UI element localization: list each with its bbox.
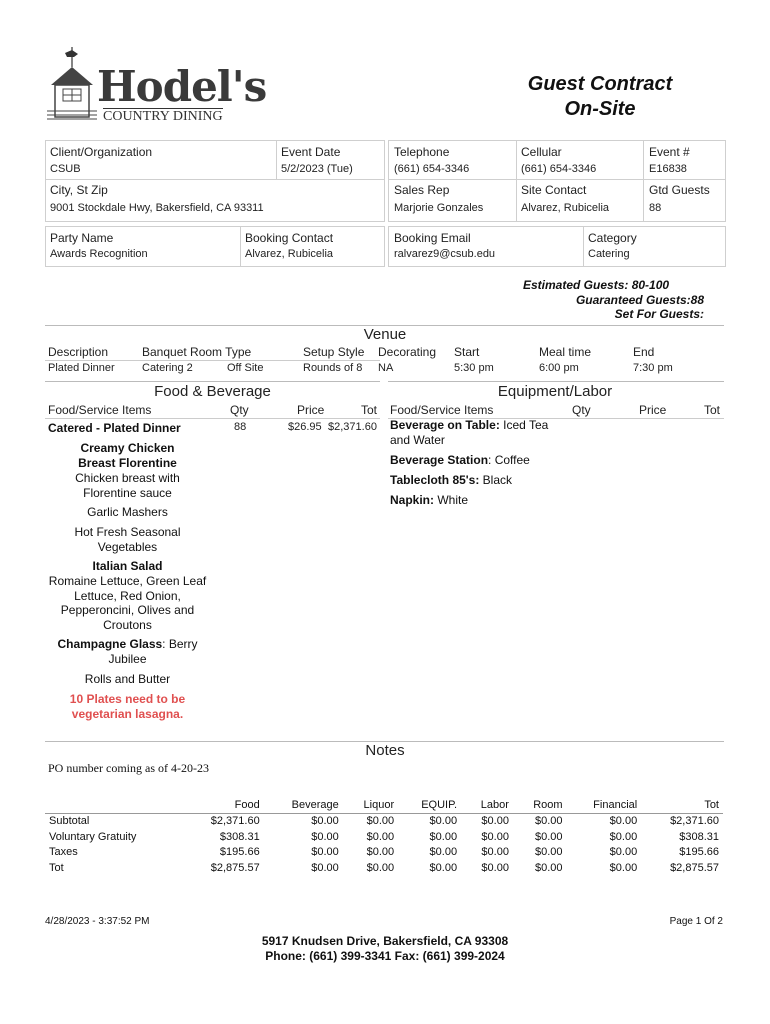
food-header-tot: Tot [361, 403, 378, 417]
equipment-item-name: Beverage Station [390, 453, 489, 467]
equipment-item-value: Iced Tea and Water [390, 418, 549, 447]
totals-cell: Taxes [49, 846, 78, 859]
venue-header-start: Start [454, 345, 480, 359]
venue-decorating: NA [378, 362, 394, 374]
category-value: Catering [588, 248, 630, 260]
venue-description: Plated Dinner [48, 362, 115, 374]
totals-cell: $308.31 [679, 830, 719, 843]
barn-icon [45, 45, 101, 125]
totals-row [45, 813, 723, 829]
vegetarian-note: 10 Plates need to be vegetarian lasagna. [69, 692, 186, 721]
guest-counts [450, 278, 704, 322]
garlic-mashers: Garlic Mashers [87, 505, 168, 519]
totals-row [45, 860, 723, 876]
totals-header: Food [182, 797, 264, 813]
telephone-value: (661) 654-3346 [394, 163, 470, 175]
rolls-butter: Rolls and Butter [84, 672, 171, 686]
totals-cell: $0.00 [429, 815, 458, 828]
city-label: City, St Zip [50, 183, 108, 197]
salad-desc: Romaine Lettuce, Green Leaf Lettuce, Red Onion, Pepperoncini, Olives and Croutons [48, 574, 207, 632]
totals-cell: $0.00 [366, 846, 395, 859]
equipment-item-name: Tablecloth 85's: [390, 473, 480, 487]
estimated-guests: Estimated Guests: 80-100 [523, 278, 670, 292]
totals-cell: $2,371.60 [670, 815, 719, 828]
venue-setup: Rounds of 8 [303, 362, 363, 374]
totals-header: Financial [567, 797, 642, 813]
site-contact-value: Alvarez, Rubicelia [521, 202, 610, 214]
equipment-item [390, 453, 530, 468]
totals-cell: $0.00 [609, 830, 638, 843]
totals-cell: $0.00 [481, 815, 509, 828]
sales-rep-label: Sales Rep [394, 183, 450, 197]
food-main-price: $26.95 [288, 421, 322, 433]
totals-cell: $2,371.60 [210, 815, 260, 828]
equipment-title: Equipment/Labor [497, 383, 613, 400]
totals-cell: $0.00 [481, 846, 509, 859]
totals-header: Labor [461, 797, 513, 813]
party-box-left [45, 226, 385, 267]
totals-cell: Subtotal [49, 815, 90, 828]
equipment-item [390, 473, 512, 488]
equipment-item-value: Black [479, 473, 513, 487]
totals-header [45, 797, 182, 813]
logo [45, 45, 267, 130]
brand-name: Hodel's [97, 62, 267, 111]
cellular-value: (661) 654-3346 [521, 163, 597, 175]
totals-cell: $0.00 [311, 830, 339, 843]
totals-cell: $0.00 [609, 846, 638, 859]
equipment-item-name: Beverage on Table: [390, 418, 500, 432]
footer-timestamp: 4/28/2023 - 3:37:52 PM [45, 916, 150, 927]
info-box-right [388, 140, 726, 222]
totals-cell: $0.00 [311, 846, 339, 859]
venue-header-setup: Setup Style [303, 345, 365, 359]
totals-cell: $2,875.57 [210, 861, 260, 874]
totals-row [45, 845, 723, 861]
food-header-qty: Qty [230, 403, 249, 417]
totals-cell: $308.31 [219, 830, 260, 843]
doc-title-line2: On-Site [564, 98, 636, 120]
totals-cell: $0.00 [481, 830, 509, 843]
totals-cell: $0.00 [429, 846, 458, 859]
totals-cell: $0.00 [366, 815, 395, 828]
totals-cell: $0.00 [535, 861, 563, 874]
totals-cell: $0.00 [366, 861, 395, 874]
venue-header-banquet: Banquet Room Type [142, 345, 252, 359]
totals-cell: $0.00 [535, 830, 563, 843]
info-box-left [45, 140, 385, 222]
food-main-item: Catered - Plated Dinner [48, 421, 181, 435]
venue-end: 7:30 pm [633, 362, 673, 374]
equipment-header-qty: Qty [572, 403, 591, 417]
totals-header-row [45, 797, 723, 813]
totals-cell: Tot [49, 861, 64, 874]
booking-email-label: Booking Email [394, 231, 471, 245]
food-header-price: Price [297, 403, 325, 417]
event-date-value: 5/2/2023 (Tue) [281, 163, 353, 175]
salad-title: Italian Salad [92, 559, 163, 573]
equipment-item [390, 493, 468, 508]
notes-text: PO number coming as of 4-20-23 [48, 761, 209, 775]
venue-header-decorating: Decorating [378, 345, 437, 359]
equipment-item-name: Napkin: [390, 493, 435, 507]
venue-header-meal: Meal time [539, 345, 592, 359]
totals-cell: $0.00 [366, 830, 395, 843]
totals-cell: $0.00 [535, 815, 563, 828]
food-header-items: Food/Service Items [48, 403, 152, 417]
venue-header-end: End [633, 345, 655, 359]
totals-cell: $195.66 [679, 846, 719, 859]
booking-contact-label: Booking Contact [245, 231, 334, 245]
brand-tagline: COUNTRY DINING [103, 109, 223, 124]
totals-row [45, 829, 723, 845]
equipment-item-value: White [434, 493, 469, 507]
doc-title-line1: Guest Contract [527, 73, 673, 95]
totals-cell: $0.00 [609, 815, 638, 828]
event-number-value: E16838 [649, 163, 687, 175]
venue-banquet: Catering 2 [142, 362, 193, 374]
totals-cell: Voluntary Gratuity [49, 830, 137, 843]
booking-contact-value: Alvarez, Rubicelia [245, 248, 334, 260]
equipment-header-price: Price [639, 403, 667, 417]
client-value: CSUB [50, 163, 81, 175]
totals-header: Liquor [343, 797, 398, 813]
equipment-header-items: Food/Service Items [390, 403, 494, 417]
footer-address: 5917 Knudsen Drive, Bakersfield, CA 93308 [261, 934, 509, 948]
totals-cell: $2,875.57 [670, 861, 719, 874]
champagne-desc: : Berry Jubilee [108, 637, 198, 666]
venue-meal: 6:00 pm [539, 362, 579, 374]
gtd-guests-label: Gtd Guests [649, 183, 710, 197]
totals-cell: $0.00 [535, 846, 563, 859]
seasonal-vegetables: Hot Fresh Seasonal Vegetables [74, 525, 181, 554]
site-contact-label: Site Contact [521, 183, 587, 197]
chicken-title: Creamy Chicken Breast Florentine [78, 441, 177, 470]
footer-phone: Phone: (661) 399-3341 Fax: (661) 399-2024 [265, 949, 505, 963]
party-value: Awards Recognition [50, 248, 148, 260]
event-date-label: Event Date [281, 145, 341, 159]
champagne-glass [35, 637, 220, 666]
guaranteed-guests: Guaranteed Guests:88 [575, 292, 704, 307]
totals-cell: $0.00 [311, 861, 339, 874]
category-label: Category [588, 231, 637, 245]
equipment-item-value: : Coffee [488, 453, 530, 467]
totals-cell: $195.66 [219, 846, 260, 859]
totals-cell: $0.00 [429, 830, 458, 843]
event-number-label: Event # [649, 145, 690, 159]
totals-cell: $0.00 [609, 861, 638, 874]
food-main-tot: $2,371.60 [328, 421, 377, 433]
client-label: Client/Organization [50, 145, 153, 159]
chicken-desc: Chicken breast with Florentine sauce [75, 471, 180, 500]
notes-title: Notes [365, 742, 405, 759]
totals-header: Beverage [264, 797, 343, 813]
city-value: 9001 Stockdale Hwy, Bakersfield, CA 93311 [50, 202, 264, 214]
venue-start: 5:30 pm [454, 362, 494, 374]
cellular-label: Cellular [521, 145, 562, 159]
footer-page: Page 1 Of 2 [669, 916, 723, 927]
venue-room-type: Off Site [227, 362, 264, 374]
party-label: Party Name [50, 231, 114, 245]
totals-header: Room [513, 797, 567, 813]
totals-header: EQUIP. [398, 797, 461, 813]
doc-title [500, 72, 700, 122]
equipment-header-tot: Tot [704, 403, 721, 417]
equipment-item [390, 418, 550, 447]
totals-cell: $0.00 [429, 861, 458, 874]
totals-cell: $0.00 [481, 861, 509, 874]
totals-cell: $0.00 [311, 815, 339, 828]
food-title: Food & Beverage [154, 383, 271, 400]
venue-header-description: Description [48, 345, 109, 359]
venue-title: Venue [363, 326, 407, 343]
telephone-label: Telephone [394, 145, 450, 159]
sales-rep-value: Marjorie Gonzales [394, 202, 484, 214]
food-main-qty: 88 [234, 421, 247, 433]
party-box-right [388, 226, 726, 267]
totals-table [45, 797, 723, 876]
booking-email-value: ralvarez9@csub.edu [394, 248, 496, 260]
gtd-guests-value: 88 [649, 202, 662, 214]
totals-header: Tot [641, 797, 723, 813]
champagne-title: Champagne Glass [57, 637, 163, 651]
set-for-guests: Set For Guests: [614, 307, 704, 321]
